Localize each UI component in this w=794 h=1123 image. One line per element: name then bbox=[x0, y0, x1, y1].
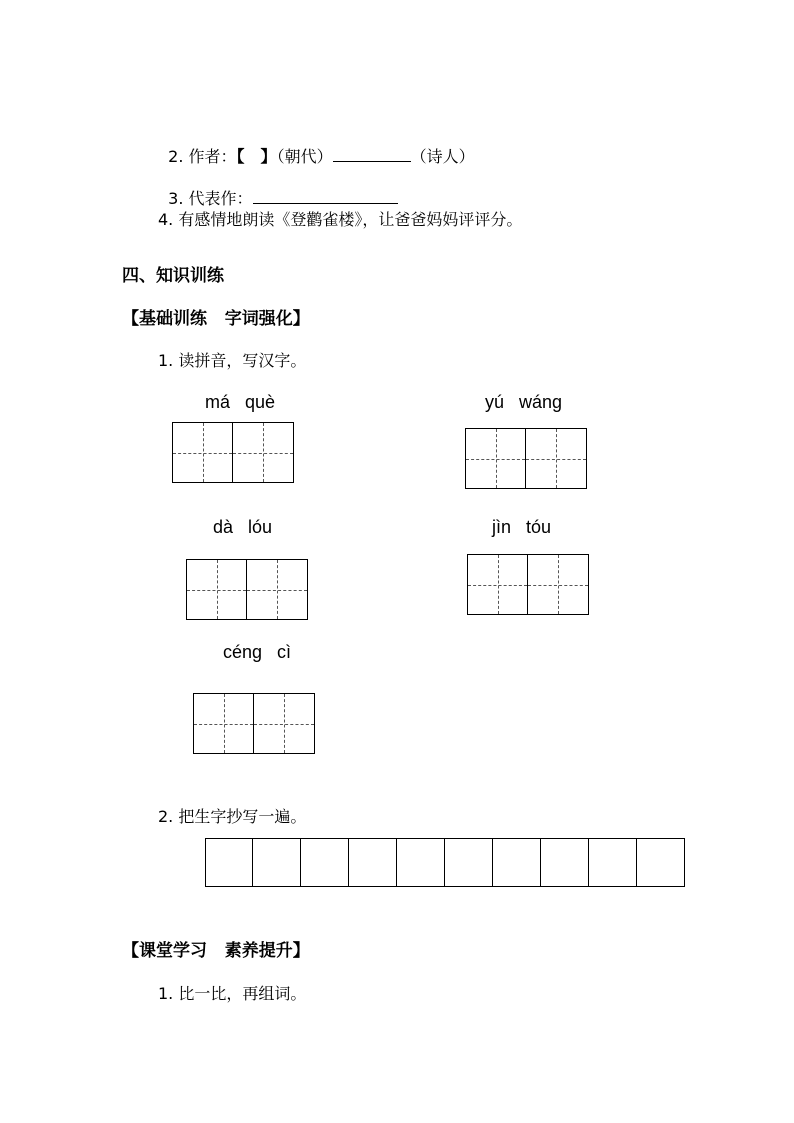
dynasty-label: （朝代） bbox=[276, 147, 333, 166]
q2-instruction: 2. 把生字抄写一遍。 bbox=[158, 807, 307, 826]
writing-grid-2 bbox=[465, 428, 587, 489]
pinyin-ceng-ci: céng cì bbox=[223, 642, 292, 662]
copy-cell[interactable] bbox=[493, 838, 541, 887]
writing-cell[interactable] bbox=[193, 693, 254, 754]
item3-label: 3. 代表作： bbox=[168, 189, 253, 208]
item2-label: 2. 作者： bbox=[168, 147, 237, 166]
writing-cell[interactable] bbox=[526, 428, 587, 489]
item2-author bbox=[158, 126, 475, 167]
copy-cell[interactable] bbox=[589, 838, 637, 887]
item3-works bbox=[158, 168, 398, 209]
writing-grid-3 bbox=[186, 559, 308, 620]
copy-cell[interactable] bbox=[301, 838, 349, 887]
copy-cell[interactable] bbox=[445, 838, 493, 887]
pinyin-ma-que: má què bbox=[205, 392, 276, 412]
bracket-open: 【 bbox=[236, 147, 245, 166]
q1-instruction: 1. 读拼音，写汉字。 bbox=[158, 351, 307, 370]
writing-cell[interactable] bbox=[172, 422, 233, 483]
pinyin-yu-wang: yú wáng bbox=[485, 392, 563, 412]
poet-label: （诗人） bbox=[410, 147, 475, 166]
writing-grid-4 bbox=[467, 554, 589, 615]
writing-grid-1 bbox=[172, 422, 294, 483]
copy-cell[interactable] bbox=[637, 838, 685, 887]
q3-instruction: 1. 比一比，再组词。 bbox=[158, 984, 307, 1003]
copy-cell[interactable] bbox=[397, 838, 445, 887]
writing-cell[interactable] bbox=[528, 554, 589, 615]
copy-row bbox=[205, 838, 685, 887]
works-blank[interactable] bbox=[253, 188, 398, 204]
copy-cell[interactable] bbox=[349, 838, 397, 887]
bracket-close: 】 bbox=[260, 147, 277, 166]
classroom-title: 【课堂学习 素养提升】 bbox=[122, 941, 310, 961]
pinyin-jin-tou: jìn tóu bbox=[492, 517, 552, 537]
writing-cell[interactable] bbox=[254, 693, 315, 754]
writing-cell[interactable] bbox=[186, 559, 247, 620]
writing-cell[interactable] bbox=[233, 422, 294, 483]
item4-read: 4. 有感情地朗读《登鹳雀楼》，让爸爸妈妈评评分。 bbox=[158, 210, 523, 229]
poet-blank[interactable] bbox=[333, 146, 411, 162]
basic-training-title: 【基础训练 字词强化】 bbox=[122, 309, 310, 329]
writing-grid-5 bbox=[193, 693, 315, 754]
copy-cell[interactable] bbox=[253, 838, 301, 887]
copy-cell[interactable] bbox=[541, 838, 589, 887]
pinyin-da-lou: dà lóu bbox=[213, 517, 273, 537]
writing-cell[interactable] bbox=[467, 554, 528, 615]
writing-cell[interactable] bbox=[247, 559, 308, 620]
section4-title: 四、知识训练 bbox=[122, 266, 224, 286]
copy-cell[interactable] bbox=[205, 838, 253, 887]
writing-cell[interactable] bbox=[465, 428, 526, 489]
